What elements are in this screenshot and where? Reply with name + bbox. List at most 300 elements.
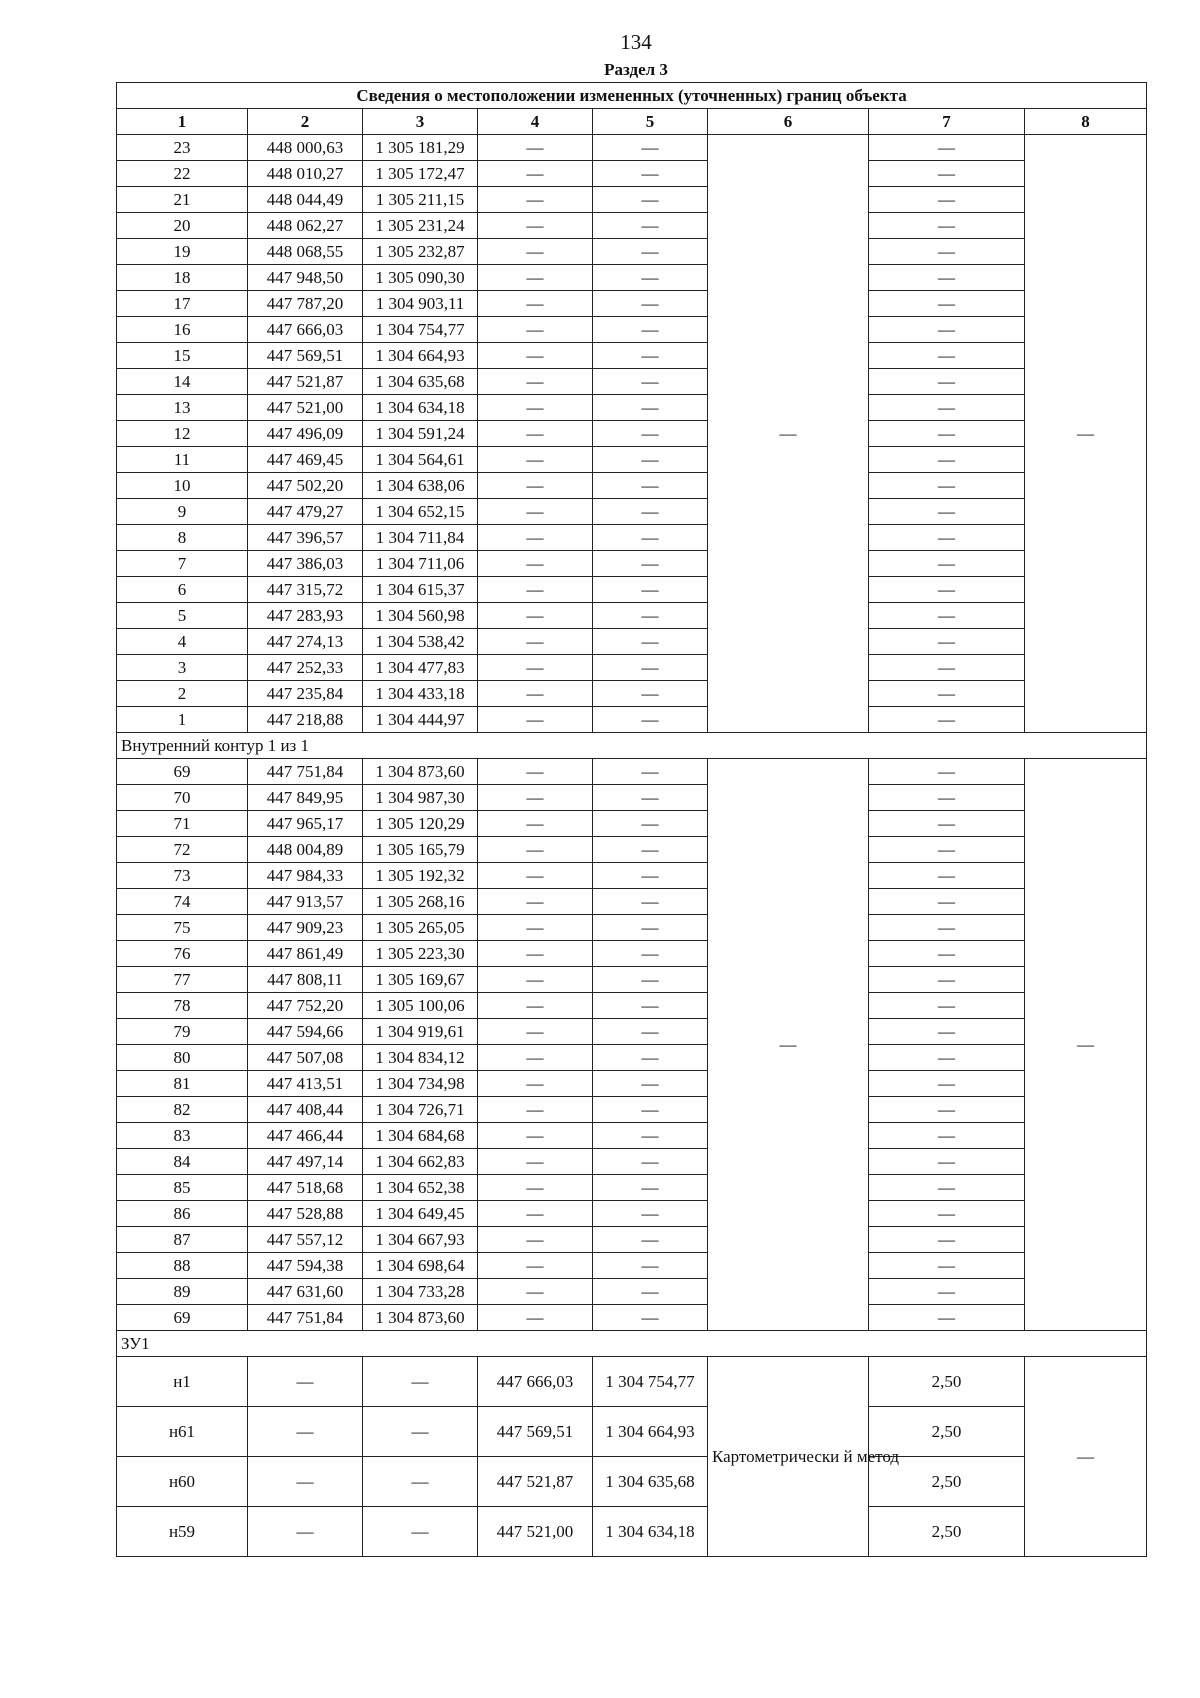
dash-cell: —: [869, 447, 1025, 473]
point-number: н61: [117, 1407, 248, 1457]
table-row: [117, 447, 1147, 473]
dash-cell: —: [478, 1149, 593, 1175]
precision-value: 2,50: [869, 1457, 1025, 1507]
col-number: 8: [1025, 109, 1147, 135]
coord-x: 447 507,08: [248, 1045, 363, 1071]
dash-cell: —: [869, 1253, 1025, 1279]
coord-y: 1 304 726,71: [363, 1097, 478, 1123]
dash-cell: —: [593, 1279, 708, 1305]
zu-label: ЗУ1: [117, 1331, 1147, 1357]
table-row: [117, 1123, 1147, 1149]
dash-cell: —: [478, 707, 593, 733]
point-number: 89: [117, 1279, 248, 1305]
dash-cell: —: [478, 421, 593, 447]
dash-cell: —: [869, 473, 1025, 499]
coord-x: 447 497,14: [248, 1149, 363, 1175]
dash-cell: —: [593, 1045, 708, 1071]
point-number: н1: [117, 1357, 248, 1407]
table-row: [117, 915, 1147, 941]
coord-x: 447 469,45: [248, 447, 363, 473]
precision-value: 2,50: [869, 1507, 1025, 1557]
coord-x: 447 466,44: [248, 1123, 363, 1149]
table-row: [117, 343, 1147, 369]
dash-cell: —: [869, 161, 1025, 187]
dash-cell: —: [478, 213, 593, 239]
dash-cell: —: [869, 1149, 1025, 1175]
dash-cell: —: [869, 291, 1025, 317]
coord-x: 448 044,49: [248, 187, 363, 213]
dash-cell: —: [478, 655, 593, 681]
table-row: [117, 187, 1147, 213]
point-number: 69: [117, 1305, 248, 1331]
dash-cell: —: [478, 551, 593, 577]
dash-cell: —: [593, 941, 708, 967]
dash-cell: —: [478, 1175, 593, 1201]
dash-cell: —: [593, 1071, 708, 1097]
dash-cell: —: [593, 135, 708, 161]
dash-cell: —: [478, 681, 593, 707]
coord-x: 447 521,00: [478, 1507, 593, 1557]
dash-cell: —: [869, 1175, 1025, 1201]
point-number: 16: [117, 317, 248, 343]
dash-cell: —: [478, 317, 593, 343]
coord-y: 1 304 734,98: [363, 1071, 478, 1097]
dash-cell: —: [593, 967, 708, 993]
dash-cell: —: [593, 265, 708, 291]
dash-cell: —: [869, 811, 1025, 837]
dash-cell: —: [869, 915, 1025, 941]
dash-cell: —: [478, 941, 593, 967]
point-number: 76: [117, 941, 248, 967]
table-row: [117, 629, 1147, 655]
dash-cell: —: [593, 525, 708, 551]
dash-cell: —: [478, 785, 593, 811]
dash-cell: —: [593, 1305, 708, 1331]
coord-x: 447 479,27: [248, 499, 363, 525]
point-number: 21: [117, 187, 248, 213]
coord-x: 447 235,84: [248, 681, 363, 707]
point-number: 81: [117, 1071, 248, 1097]
point-number: 82: [117, 1097, 248, 1123]
table-row: [117, 1227, 1147, 1253]
dash-cell: —: [478, 239, 593, 265]
coord-x: 447 218,88: [248, 707, 363, 733]
dash-cell: —: [593, 161, 708, 187]
coord-x: 447 666,03: [478, 1357, 593, 1407]
dash-cell: —: [478, 369, 593, 395]
dash-cell: —: [593, 1175, 708, 1201]
dash-cell: —: [869, 967, 1025, 993]
table-row: [117, 759, 1147, 785]
table-row: [117, 967, 1147, 993]
coord-x: 447 909,23: [248, 915, 363, 941]
coord-y: 1 304 873,60: [363, 759, 478, 785]
table-row: [117, 213, 1147, 239]
dash-cell: —: [869, 1123, 1025, 1149]
dash-cell: —: [593, 1097, 708, 1123]
point-number: н60: [117, 1457, 248, 1507]
dash-cell: —: [593, 1149, 708, 1175]
coord-x: 447 386,03: [248, 551, 363, 577]
point-number: 70: [117, 785, 248, 811]
dash-cell: —: [248, 1357, 363, 1407]
dash-cell: —: [478, 291, 593, 317]
dash-cell: —: [478, 1097, 593, 1123]
point-number: 77: [117, 967, 248, 993]
table-row: [117, 369, 1147, 395]
coord-x: 447 569,51: [478, 1407, 593, 1457]
dash-cell: —: [593, 369, 708, 395]
dash-cell: —: [478, 811, 593, 837]
point-number: 9: [117, 499, 248, 525]
table-row: [117, 941, 1147, 967]
coord-y: 1 305 192,32: [363, 863, 478, 889]
zu-label-row: [117, 1331, 1147, 1357]
dash-cell: —: [869, 707, 1025, 733]
dash-cell: —: [869, 395, 1025, 421]
coord-y: 1 305 165,79: [363, 837, 478, 863]
coord-y: 1 305 181,29: [363, 135, 478, 161]
point-number: 2: [117, 681, 248, 707]
dash-cell: —: [593, 577, 708, 603]
dash-cell: —: [593, 499, 708, 525]
point-number: 79: [117, 1019, 248, 1045]
dash-cell: —: [593, 993, 708, 1019]
dash-cell: —: [869, 317, 1025, 343]
dash-cell: —: [478, 447, 593, 473]
dash-cell: —: [869, 629, 1025, 655]
coord-y: 1 305 223,30: [363, 941, 478, 967]
point-number: 7: [117, 551, 248, 577]
table-row: [117, 681, 1147, 707]
coord-y: 1 304 754,77: [593, 1357, 708, 1407]
dash-cell: —: [478, 343, 593, 369]
point-number: 86: [117, 1201, 248, 1227]
dash-cell: —: [869, 1201, 1025, 1227]
col-number: 1: [117, 109, 248, 135]
coord-x: 447 913,57: [248, 889, 363, 915]
dash-cell: —: [593, 915, 708, 941]
dash-cell: —: [869, 993, 1025, 1019]
coord-y: 1 304 538,42: [363, 629, 478, 655]
merged-dash-cell: —: [708, 135, 869, 733]
dash-cell: —: [869, 1071, 1025, 1097]
dash-cell: —: [869, 1305, 1025, 1331]
dash-cell: —: [593, 629, 708, 655]
dash-cell: —: [478, 473, 593, 499]
coord-x: 447 631,60: [248, 1279, 363, 1305]
dash-cell: —: [363, 1407, 478, 1457]
table-body: [117, 83, 1147, 1557]
col-number: 5: [593, 109, 708, 135]
table-row: [117, 1175, 1147, 1201]
dash-cell: —: [869, 759, 1025, 785]
coord-x: 447 751,84: [248, 759, 363, 785]
dash-cell: —: [593, 317, 708, 343]
dash-cell: —: [478, 759, 593, 785]
merged-dash-cell: —: [1025, 759, 1147, 1331]
dash-cell: —: [478, 395, 593, 421]
dash-cell: —: [869, 681, 1025, 707]
coord-x: 448 004,89: [248, 837, 363, 863]
col-number: 4: [478, 109, 593, 135]
dash-cell: —: [478, 1227, 593, 1253]
dash-cell: —: [248, 1407, 363, 1457]
method-cell: Картометрически й метод: [708, 1357, 869, 1557]
table-row: [117, 707, 1147, 733]
coord-y: 1 304 754,77: [363, 317, 478, 343]
dash-cell: —: [363, 1357, 478, 1407]
coord-x: 447 751,84: [248, 1305, 363, 1331]
dash-cell: —: [363, 1507, 478, 1557]
dash-cell: —: [593, 1201, 708, 1227]
coord-y: 1 304 635,68: [363, 369, 478, 395]
precision-value: 2,50: [869, 1407, 1025, 1457]
point-number: 3: [117, 655, 248, 681]
table-row: [117, 265, 1147, 291]
dash-cell: —: [593, 1019, 708, 1045]
coord-x: 448 062,27: [248, 213, 363, 239]
dash-cell: —: [478, 863, 593, 889]
table-row: [117, 655, 1147, 681]
coord-y: 1 305 268,16: [363, 889, 478, 915]
coord-y: 1 304 634,18: [363, 395, 478, 421]
coord-x: 447 787,20: [248, 291, 363, 317]
table-row: [117, 551, 1147, 577]
table-row: [117, 863, 1147, 889]
dash-cell: —: [593, 551, 708, 577]
coord-y: 1 305 211,15: [363, 187, 478, 213]
table-row: [117, 577, 1147, 603]
table-row: [117, 421, 1147, 447]
coord-y: 1 304 664,93: [363, 343, 478, 369]
dash-cell: —: [593, 239, 708, 265]
table-row: [117, 1507, 1147, 1557]
coord-y: 1 304 638,06: [363, 473, 478, 499]
point-number: н59: [117, 1507, 248, 1557]
dash-cell: —: [869, 369, 1025, 395]
point-number: 12: [117, 421, 248, 447]
table-row: [117, 1045, 1147, 1071]
table-row: [117, 291, 1147, 317]
dash-cell: —: [478, 1045, 593, 1071]
coord-x: 447 413,51: [248, 1071, 363, 1097]
coord-x: 447 569,51: [248, 343, 363, 369]
coord-y: 1 305 172,47: [363, 161, 478, 187]
merged-dash-cell: —: [708, 759, 869, 1331]
point-number: 19: [117, 239, 248, 265]
point-number: 10: [117, 473, 248, 499]
dash-cell: —: [593, 863, 708, 889]
point-number: 69: [117, 759, 248, 785]
coord-x: 447 274,13: [248, 629, 363, 655]
dash-cell: —: [478, 187, 593, 213]
dash-cell: —: [869, 421, 1025, 447]
point-number: 5: [117, 603, 248, 629]
dash-cell: —: [478, 161, 593, 187]
coord-y: 1 304 564,61: [363, 447, 478, 473]
boundary-table: [116, 82, 1147, 1557]
point-number: 11: [117, 447, 248, 473]
dash-cell: —: [593, 811, 708, 837]
coord-y: 1 304 652,15: [363, 499, 478, 525]
point-number: 80: [117, 1045, 248, 1071]
dash-cell: —: [478, 967, 593, 993]
coord-y: 1 304 433,18: [363, 681, 478, 707]
coord-y: 1 304 664,93: [593, 1407, 708, 1457]
dash-cell: —: [593, 603, 708, 629]
point-number: 88: [117, 1253, 248, 1279]
point-number: 15: [117, 343, 248, 369]
table-title: Сведения о местоположении измененных (уточненных) границ объекта: [117, 83, 1147, 109]
dash-cell: —: [869, 837, 1025, 863]
dash-cell: —: [363, 1457, 478, 1507]
table-row: [117, 993, 1147, 1019]
table-row: [117, 1097, 1147, 1123]
coord-y: 1 304 834,12: [363, 1045, 478, 1071]
merged-dash-cell: —: [1025, 135, 1147, 733]
dash-cell: —: [478, 1305, 593, 1331]
dash-cell: —: [593, 1123, 708, 1149]
dash-cell: —: [869, 343, 1025, 369]
point-number: 74: [117, 889, 248, 915]
coord-x: 447 984,33: [248, 863, 363, 889]
dash-cell: —: [869, 1045, 1025, 1071]
point-number: 6: [117, 577, 248, 603]
dash-cell: —: [593, 837, 708, 863]
dash-cell: —: [248, 1507, 363, 1557]
dash-cell: —: [869, 525, 1025, 551]
table-row: [117, 889, 1147, 915]
dash-cell: —: [869, 577, 1025, 603]
coord-y: 1 304 662,83: [363, 1149, 478, 1175]
coord-x: 447 948,50: [248, 265, 363, 291]
table-row: [117, 837, 1147, 863]
table-row: [117, 525, 1147, 551]
dash-cell: —: [478, 837, 593, 863]
dash-cell: —: [478, 265, 593, 291]
point-number: 4: [117, 629, 248, 655]
column-number-row: [117, 109, 1147, 135]
coord-x: 447 528,88: [248, 1201, 363, 1227]
coord-x: 447 594,66: [248, 1019, 363, 1045]
precision-value: 2,50: [869, 1357, 1025, 1407]
dash-cell: —: [478, 629, 593, 655]
dash-cell: —: [869, 1019, 1025, 1045]
dash-cell: —: [478, 915, 593, 941]
coord-x: 447 521,00: [248, 395, 363, 421]
coord-x: 447 849,95: [248, 785, 363, 811]
merged-dash-cell: —: [1025, 1357, 1147, 1557]
coord-x: 447 502,20: [248, 473, 363, 499]
coord-y: 1 304 444,97: [363, 707, 478, 733]
dash-cell: —: [593, 187, 708, 213]
dash-cell: —: [478, 1071, 593, 1097]
dash-cell: —: [869, 655, 1025, 681]
col-number: 2: [248, 109, 363, 135]
dash-cell: —: [478, 1253, 593, 1279]
coord-x: 448 000,63: [248, 135, 363, 161]
dash-cell: —: [478, 993, 593, 1019]
coord-y: 1 304 649,45: [363, 1201, 478, 1227]
dash-cell: —: [593, 447, 708, 473]
point-number: 84: [117, 1149, 248, 1175]
dash-cell: —: [593, 759, 708, 785]
dash-cell: —: [593, 655, 708, 681]
coord-y: 1 304 873,60: [363, 1305, 478, 1331]
dash-cell: —: [478, 889, 593, 915]
dash-cell: —: [478, 1279, 593, 1305]
point-number: 18: [117, 265, 248, 291]
point-number: 75: [117, 915, 248, 941]
dash-cell: —: [478, 1123, 593, 1149]
point-number: 78: [117, 993, 248, 1019]
coord-x: 447 283,93: [248, 603, 363, 629]
dash-cell: —: [869, 239, 1025, 265]
coord-x: 448 068,55: [248, 239, 363, 265]
coord-y: 1 304 903,11: [363, 291, 478, 317]
dash-cell: —: [248, 1457, 363, 1507]
dash-cell: —: [593, 343, 708, 369]
dash-cell: —: [593, 1227, 708, 1253]
coord-y: 1 304 477,83: [363, 655, 478, 681]
table-row: [117, 395, 1147, 421]
coord-y: 1 304 733,28: [363, 1279, 478, 1305]
dash-cell: —: [593, 473, 708, 499]
point-number: 14: [117, 369, 248, 395]
dash-cell: —: [869, 889, 1025, 915]
point-number: 22: [117, 161, 248, 187]
dash-cell: —: [869, 1097, 1025, 1123]
coord-x: 448 010,27: [248, 161, 363, 187]
dash-cell: —: [593, 395, 708, 421]
table-row: [117, 1357, 1147, 1407]
dash-cell: —: [869, 135, 1025, 161]
coord-x: 447 496,09: [248, 421, 363, 447]
dash-cell: —: [593, 291, 708, 317]
table-row: [117, 1253, 1147, 1279]
point-number: 13: [117, 395, 248, 421]
point-number: 8: [117, 525, 248, 551]
coord-y: 1 304 987,30: [363, 785, 478, 811]
table-row: [117, 1305, 1147, 1331]
point-number: 83: [117, 1123, 248, 1149]
table-row: [117, 1201, 1147, 1227]
point-number: 1: [117, 707, 248, 733]
dash-cell: —: [478, 1019, 593, 1045]
dash-cell: —: [869, 213, 1025, 239]
table-row: [117, 811, 1147, 837]
dash-cell: —: [593, 785, 708, 811]
dash-cell: —: [593, 707, 708, 733]
table-row: [117, 499, 1147, 525]
point-number: 85: [117, 1175, 248, 1201]
col-number: 7: [869, 109, 1025, 135]
point-number: 17: [117, 291, 248, 317]
coord-y: 1 305 232,87: [363, 239, 478, 265]
coord-y: 1 304 667,93: [363, 1227, 478, 1253]
table-row: [117, 1019, 1147, 1045]
coord-x: 447 521,87: [478, 1457, 593, 1507]
inner-contour-label: Внутренний контур 1 из 1: [117, 733, 1147, 759]
point-number: 73: [117, 863, 248, 889]
table-row: [117, 317, 1147, 343]
dash-cell: —: [478, 525, 593, 551]
coord-x: 447 315,72: [248, 577, 363, 603]
coord-y: 1 304 591,24: [363, 421, 478, 447]
dash-cell: —: [869, 265, 1025, 291]
dash-cell: —: [478, 135, 593, 161]
